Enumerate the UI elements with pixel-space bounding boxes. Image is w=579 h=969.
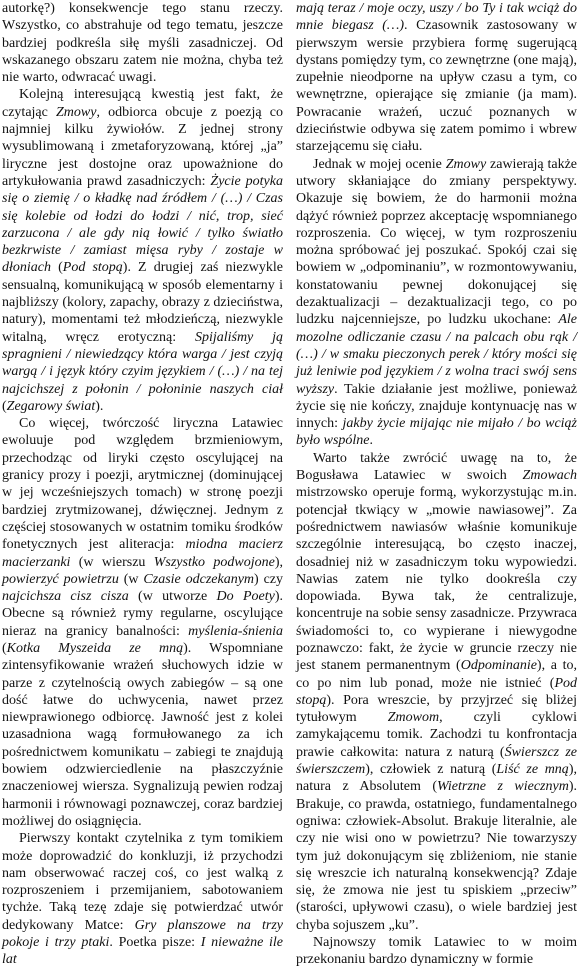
text-run: ( (2, 398, 7, 414)
text-run: . Poetka pisze: (109, 935, 201, 951)
text-run: ( (2, 640, 7, 656)
text-run: autorkę?) konsekwencje tego stanu rzeczy. Wszystko, co abstrahuje od tego tematu, jeszcze bardziej podkreśla siłę myśli zasadniczej. Od wskazanego obszaru zatem nie można, chyba też nie warto, odwracać uwagi. (2, 1, 283, 86)
italic-quote: Liść ze mną (496, 762, 569, 778)
italic-quote: powierzyć powietrzu (2, 571, 119, 587)
text-run: ). Pora wreszcie, by przyjrzeć się bliżej tytułowym (296, 692, 577, 726)
text-run: Co więcej, twórczość liryczna Latawiec ewoluuje pod względem brzmieniowym, przechodząc od liryki często oscylującej na granicy prozy i poezji, arytmicznej (dominującej w jej wcześniejszych tomach) w stronę poezji bardziej zrytmizowanej, dźwięcznej. Jednym z częściej stosowanych w ostatnim tomiku środków fonetycznych jest aliteracja: (2, 416, 283, 553)
italic-quote: jakby życie mijając nie mijało / bo wciąż było wspólne (296, 416, 577, 449)
italic-quote: Wietrzne z wiecznym (436, 779, 569, 795)
text-run: ). Z drugiej zaś niezwykle sensualną, komunikującą w sposób elementarny i najbliższy (kolory, zapachy, obrazy z dzieciństwa, natury), momentami też młodzieńczą, niezwykle witalną, wręcz erotyczną: (2, 260, 283, 345)
text-run: ). Obecne są również rymy regularne, oscylujące nieraz na granicy banalności: (2, 589, 283, 639)
left-column (2, 0, 284, 968)
italic-quote: I nieważne ile lat (2, 935, 283, 968)
italic-quote: Gry planszowe na trzy pokoje i trzy ptaki (2, 917, 283, 951)
paragraph (2, 86, 283, 415)
text-run: . Czasownik zastosowany w pierwszym wersie przybiera formę sugerującą dystans pomiędzy tym, co zewnętrzne (one mają), zupełnie nieodporne na upływ czasu a tym, co wewnętrzne, opierające się zmianie (ja mam). Powracanie wrażeń, uczuć poznanych w dzieciństwie odbywa się zatem pomimo i wbrew starzejącemu się ciału. (296, 18, 577, 155)
text-run: , czyli cyklowi zamykającemu tomik. Zachodzi tu konfrontacja prawie całkowita: natura z naturą ( (296, 710, 578, 760)
text-run: (w utworze (128, 589, 217, 605)
text-run: Najnowszy tomik Latawiec to w moim przekonaniu bardzo dynamiczny w formie (296, 935, 577, 968)
italic-quote: najcichsza cisz cisza (2, 589, 129, 605)
text-run: ( (51, 260, 63, 276)
paragraph (296, 450, 577, 934)
paragraph (2, 415, 283, 830)
paragraph (296, 156, 577, 450)
italic-quote: Świerszcz ze świerszczem (296, 744, 577, 778)
italic-quote: Spijaliśmy ją spragnieni / niewiedzący która warga / jest czyją wargą / i język który czyim językiem / (…) / na tej najcichszej z połonin / połoninie naszych ciał (2, 329, 283, 397)
italic-quote: Życie potyka się o ziemię / o kładkę nad źródłem / (…) / Czas się kolebie od łodzi do łodzi / nić, trop, sieć zarzucona / ale gdy nią łowić / tylko światło bezkrwiste / zamiast mięsa ryby / zostaje w dłoniach (2, 173, 283, 276)
italic-quote: Pod stopą (296, 675, 577, 708)
text-run: ), (274, 554, 283, 570)
italic-quote: Zegarowy świat (6, 398, 96, 414)
text-run: Kolejną interesującą kwestią jest fakt, że czytając (2, 87, 283, 120)
italic-quote: mają teraz / moje oczy, uszy / bo Ty i tak wciąż do mnie biegasz (…) (296, 1, 577, 34)
italic-quote: Kotka Myszeida ze mną (6, 640, 184, 656)
text-run: ), człowiek z naturą ( (365, 762, 497, 778)
italic-quote: Odpominanie (460, 658, 537, 674)
italic-quote: Zmowy (56, 104, 97, 120)
text-run: Pierwszy kontakt czytelnika z tym tomikiem może doprowadzić do konkluzji, iż przychodzi nam obserwować raczej coś, co jest walką z rozproszeniem i przemijaniem, sabotowaniem tychże. Taką tezę zdaje się potwierdzać utwór dedykowany Matce: (2, 831, 283, 933)
text-run: (w (118, 571, 144, 587)
italic-quote: Wszystko podwojone (153, 554, 275, 570)
continued-paragraph (2, 0, 283, 86)
italic-quote: Zmowach (522, 468, 577, 484)
italic-quote: Czasie odczekanym (143, 571, 255, 587)
text-run: Warto także zwrócić uwagę na to, że Bogusława Latawiec w swoich (296, 450, 577, 484)
text-run: ), a to, co po nim lub ponad, może nie istnieć ( (296, 658, 577, 691)
text-run: ). (95, 398, 104, 414)
text-run: ). Brakuje, co prawda, ostatniego, fundamentalnego ogniwa: człowiek-Absolut. Brakuje literalnie, ale czy nie wisi ono w powietrzu? Nie towarzyszy tym już dokonującym się zbliżeniom, nie stanie się wreszcie ich naturalną konsekwencją? Zdaje się, że zmowa nie jest tu spiskiem „przeciw” (starości, upływowi czasu), o wiele bardziej jest chyba sojuszem „ku”. (296, 779, 577, 933)
text-run: . Takie działanie jest możliwe, ponieważ życie się nie kończy, znajduje kontynuację nas w innych: (296, 381, 577, 432)
italic-quote: Zmowy (445, 156, 487, 172)
italic-quote: Ale mozolne odliczanie czasu / na palcach obu rąk / (…) / w smaku pieczonych perek / który mości się już leniwie pod językiem / z wolna traci swój sens wyższy (296, 312, 577, 397)
paragraph (296, 934, 577, 969)
paragraph (2, 830, 283, 968)
text-run: ) czy (254, 571, 283, 587)
italic-quote: Zmowom (387, 710, 440, 726)
continued-paragraph (296, 0, 577, 156)
text-run: (w wierszu (70, 554, 154, 570)
text-run: zawierają także utwory skłaniające do zmiany perspektywy. Okazuje się bowiem, że do harmonii można dążyć również poprzez akceptację wspomnianego rozproszenia. Co więcej, w tym rozproszeniu można spróbować jej poszukać. Spokój czai się bowiem w „odpominaniu”, w rozmontowywaniu, konstatowaniu pewnej dokonującej się dezaktualizacji – dezaktualizacji tego, co po ludzku najcenniejsze, po ludzku ukochane: (296, 156, 578, 328)
italic-quote: miodna macierz macierzanki (2, 537, 283, 570)
italic-quote: Do Poety (216, 589, 275, 605)
text-run: Jednak w mojej ocenie (313, 156, 446, 172)
italic-quote: myślenia-śnienia (188, 623, 283, 639)
text-run: ), natura z Absolutem ( (296, 762, 577, 795)
italic-quote: Pod stopą (62, 260, 123, 276)
text-run: , odbiorca obcuje z poezją co najmniej kilku żywiołów. Z jednej strony wysublimowaną i zmetaforyzowaną, której „ja” liryczne jest dostojne oraz upoważnione do artykułowania prawd zasadniczych: (2, 104, 283, 189)
text-run: mistrzowsko operuje formą, wykorzystując m.in. potencjał tkwiący w „mowie nawiasowej”. Za pośrednictwem nawiasów właśnie komunikuje szczególnie interesującą, bo często inaczej, dosadniej niż w zasadniczym toku wypowiedzi. Nawias zatem nie tylko dookreśla czy dopowiada. Bywa tak, że centralizuje, koncentruje na sobie sensy zasadnicze. Przywraca świadomości to, co wypierane i niewygodne poznawczo: fakt, że życie w gruncie rzeczy nie jest stanem permanentnym ( (296, 485, 577, 674)
text-run: ). Wspomniane zintensyfikowanie wrażeń słuchowych idzie w parze z czytelnością owych zabiegów – są one dość łatwe do uchwycenia, nawet przez niewprawionego odbiorcę. Jawność jest z kolei uzasadniona wagą formułowanego za ich pośrednictwem komunikatu – zabiegi te znajdują bowiem odzwierciedlenie na płaszczyźnie znaczeniowej wiersza. Sygnalizują pewien rodzaj harmonii i równowagi poznawczej, coraz bardziej możliwej do osiągnięcia. (2, 640, 284, 829)
right-column (296, 0, 578, 968)
text-run: . (369, 433, 373, 449)
